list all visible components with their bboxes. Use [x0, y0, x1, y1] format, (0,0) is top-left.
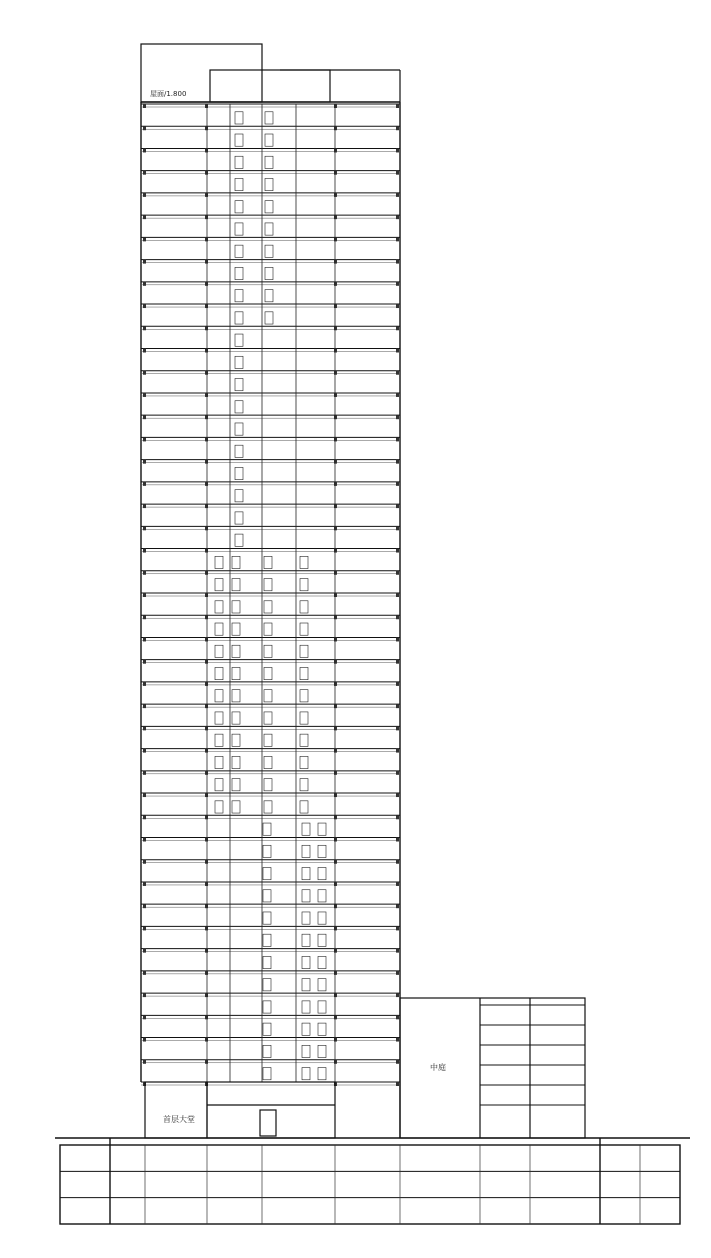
window-mark [215, 712, 223, 724]
window-mark [302, 956, 310, 968]
lobby-block [145, 1082, 335, 1138]
window-mark [263, 1023, 271, 1035]
window-mark [235, 445, 243, 457]
window-mark [232, 712, 240, 724]
window-mark [235, 312, 243, 324]
column-tick [205, 793, 208, 797]
window-mark [215, 601, 223, 613]
column-tick [334, 148, 337, 152]
column-tick [396, 1082, 399, 1086]
column-tick [143, 371, 146, 375]
window-mark [235, 512, 243, 524]
window-mark [264, 756, 272, 768]
column-tick [205, 437, 208, 441]
column-tick [396, 282, 399, 286]
column-tick [205, 726, 208, 730]
window-mark [235, 467, 243, 479]
column-tick [205, 904, 208, 908]
column-tick [143, 815, 146, 819]
column-tick [334, 949, 337, 953]
window-mark [265, 312, 273, 324]
window-mark [235, 490, 243, 502]
column-tick [334, 104, 337, 108]
column-tick [205, 704, 208, 708]
window-mark [300, 801, 308, 813]
column-tick [205, 882, 208, 886]
window-mark [302, 934, 310, 946]
column-tick [143, 460, 146, 464]
window-mark [232, 579, 240, 591]
column-tick [205, 393, 208, 397]
column-tick [143, 148, 146, 152]
window-mark [235, 134, 243, 146]
column-tick [205, 326, 208, 330]
window-mark [318, 1068, 326, 1080]
column-tick [143, 437, 146, 441]
window-mark [264, 645, 272, 657]
column-tick [143, 304, 146, 308]
column-tick [396, 415, 399, 419]
window-mark [264, 623, 272, 635]
column-tick [334, 304, 337, 308]
column-tick [396, 571, 399, 575]
window-mark [264, 779, 272, 791]
column-tick [334, 349, 337, 353]
column-tick [334, 437, 337, 441]
column-tick [396, 682, 399, 686]
window-mark [302, 1001, 310, 1013]
column-tick [334, 1060, 337, 1064]
column-tick [205, 260, 208, 264]
window-mark [235, 156, 243, 168]
column-tick [205, 682, 208, 686]
column-tick [205, 749, 208, 753]
column-tick [205, 838, 208, 842]
column-tick [396, 593, 399, 597]
column-tick [143, 682, 146, 686]
column-tick [205, 371, 208, 375]
column-tick [334, 704, 337, 708]
column-tick [334, 126, 337, 130]
column-tick [396, 1038, 399, 1042]
window-mark [265, 245, 273, 257]
window-mark [215, 556, 223, 568]
column-tick [143, 660, 146, 664]
window-mark [265, 178, 273, 190]
window-mark [265, 267, 273, 279]
column-tick [396, 393, 399, 397]
window-mark [265, 223, 273, 235]
column-tick [205, 282, 208, 286]
column-tick [334, 215, 337, 219]
window-mark [318, 823, 326, 835]
window-mark [232, 801, 240, 813]
window-mark [215, 779, 223, 791]
column-tick [205, 637, 208, 641]
window-mark [235, 534, 243, 546]
window-mark [235, 401, 243, 413]
column-tick [396, 882, 399, 886]
window-mark [263, 934, 271, 946]
window-mark [302, 845, 310, 857]
window-mark [265, 201, 273, 213]
column-tick [396, 193, 399, 197]
column-tick [396, 482, 399, 486]
window-mark [318, 979, 326, 991]
window-mark [264, 734, 272, 746]
column-tick [205, 349, 208, 353]
column-tick [205, 1015, 208, 1019]
column-tick [205, 304, 208, 308]
window-mark [235, 423, 243, 435]
column-tick [396, 615, 399, 619]
column-tick [143, 949, 146, 953]
window-mark [235, 178, 243, 190]
window-mark [235, 112, 243, 124]
podium-block [55, 1138, 690, 1224]
column-tick [396, 637, 399, 641]
window-mark [302, 1068, 310, 1080]
column-tick [205, 993, 208, 997]
column-tick [143, 1060, 146, 1064]
column-tick [396, 260, 399, 264]
column-tick [334, 904, 337, 908]
window-mark [318, 912, 326, 924]
column-tick [334, 860, 337, 864]
column-tick [334, 1038, 337, 1042]
window-mark [232, 779, 240, 791]
column-tick [143, 571, 146, 575]
window-mark [263, 1045, 271, 1057]
courtyard-label: 中庭 [430, 1063, 446, 1072]
column-tick [205, 148, 208, 152]
column-tick [143, 549, 146, 553]
column-tick [143, 838, 146, 842]
column-tick [205, 926, 208, 930]
lobby-label: 首层大堂 [163, 1115, 195, 1124]
window-mark [318, 1001, 326, 1013]
window-mark [300, 623, 308, 635]
column-tick [143, 615, 146, 619]
column-tick [205, 771, 208, 775]
column-tick [396, 926, 399, 930]
column-tick [396, 904, 399, 908]
column-tick [334, 504, 337, 508]
column-tick [143, 237, 146, 241]
top-level-label: 屋面/1.800 [150, 90, 187, 98]
column-tick [143, 749, 146, 753]
column-tick [334, 482, 337, 486]
column-tick [396, 660, 399, 664]
column-tick [205, 571, 208, 575]
window-mark [264, 801, 272, 813]
column-tick [334, 1015, 337, 1019]
column-tick [143, 637, 146, 641]
column-tick [143, 971, 146, 975]
column-tick [334, 393, 337, 397]
column-tick [334, 993, 337, 997]
window-mark [302, 1045, 310, 1057]
window-mark [232, 734, 240, 746]
window-mark [235, 245, 243, 257]
window-mark [235, 356, 243, 368]
window-mark [235, 379, 243, 391]
column-tick [143, 1015, 146, 1019]
column-tick [396, 749, 399, 753]
window-mark [300, 556, 308, 568]
column-tick [334, 549, 337, 553]
column-tick [334, 882, 337, 886]
window-mark [265, 156, 273, 168]
window-mark [263, 1001, 271, 1013]
column-tick [205, 126, 208, 130]
column-tick [334, 260, 337, 264]
column-tick [143, 215, 146, 219]
window-mark [215, 667, 223, 679]
column-tick [143, 771, 146, 775]
window-mark [232, 645, 240, 657]
column-tick [334, 193, 337, 197]
column-tick [334, 726, 337, 730]
column-tick [396, 104, 399, 108]
window-mark [235, 267, 243, 279]
window-mark [302, 868, 310, 880]
column-tick [143, 282, 146, 286]
window-mark [264, 712, 272, 724]
column-tick [143, 904, 146, 908]
column-tick [143, 860, 146, 864]
column-tick [143, 349, 146, 353]
column-tick [334, 415, 337, 419]
window-mark [215, 579, 223, 591]
column-tick [396, 171, 399, 175]
column-tick [396, 949, 399, 953]
window-mark [235, 201, 243, 213]
window-mark [235, 334, 243, 346]
window-mark [264, 667, 272, 679]
window-mark [300, 645, 308, 657]
window-mark [318, 1023, 326, 1035]
window-mark [232, 690, 240, 702]
column-tick [143, 126, 146, 130]
column-tick [143, 482, 146, 486]
window-mark [263, 823, 271, 835]
column-tick [396, 437, 399, 441]
window-mark [264, 556, 272, 568]
column-tick [396, 815, 399, 819]
column-tick [143, 104, 146, 108]
column-tick [334, 637, 337, 641]
column-tick [143, 504, 146, 508]
column-tick [205, 237, 208, 241]
window-mark [235, 223, 243, 235]
column-tick [396, 771, 399, 775]
column-tick [205, 460, 208, 464]
column-tick [396, 993, 399, 997]
column-tick [205, 1060, 208, 1064]
column-tick [334, 171, 337, 175]
window-mark [302, 823, 310, 835]
column-tick [334, 571, 337, 575]
column-tick [143, 704, 146, 708]
column-tick [205, 526, 208, 530]
column-tick [396, 460, 399, 464]
column-tick [143, 326, 146, 330]
column-tick [396, 215, 399, 219]
column-tick [205, 815, 208, 819]
window-mark [318, 956, 326, 968]
column-tick [205, 482, 208, 486]
column-tick [396, 549, 399, 553]
window-mark [215, 801, 223, 813]
window-mark [215, 645, 223, 657]
column-tick [334, 526, 337, 530]
column-tick [205, 593, 208, 597]
column-tick [205, 971, 208, 975]
window-mark [235, 290, 243, 302]
column-tick [143, 526, 146, 530]
column-tick [143, 1038, 146, 1042]
column-tick [143, 882, 146, 886]
window-mark [318, 890, 326, 902]
column-tick [334, 593, 337, 597]
column-tick [396, 1015, 399, 1019]
column-tick [205, 860, 208, 864]
column-tick [334, 460, 337, 464]
window-mark [215, 756, 223, 768]
window-mark [232, 556, 240, 568]
column-tick [396, 349, 399, 353]
window-mark [264, 690, 272, 702]
column-tick [205, 660, 208, 664]
window-mark [302, 979, 310, 991]
column-tick [334, 371, 337, 375]
window-mark [265, 112, 273, 124]
window-mark [302, 912, 310, 924]
column-tick [396, 371, 399, 375]
window-mark [265, 290, 273, 302]
window-mark [300, 756, 308, 768]
column-tick [205, 415, 208, 419]
column-tick [334, 926, 337, 930]
column-tick [205, 615, 208, 619]
column-tick [205, 104, 208, 108]
column-tick [143, 393, 146, 397]
column-tick [396, 526, 399, 530]
column-tick [334, 749, 337, 753]
window-mark [263, 956, 271, 968]
column-tick [143, 926, 146, 930]
window-mark [232, 667, 240, 679]
window-mark [300, 779, 308, 791]
window-mark [318, 868, 326, 880]
column-tick [334, 660, 337, 664]
window-mark [263, 979, 271, 991]
window-mark [318, 1045, 326, 1057]
window-mark [300, 601, 308, 613]
column-tick [334, 615, 337, 619]
window-mark [263, 845, 271, 857]
window-mark [300, 712, 308, 724]
window-mark [263, 868, 271, 880]
window-mark [318, 845, 326, 857]
column-tick [396, 148, 399, 152]
window-mark [263, 890, 271, 902]
column-tick [205, 193, 208, 197]
column-tick [334, 793, 337, 797]
column-tick [143, 593, 146, 597]
column-tick [334, 971, 337, 975]
column-tick [205, 549, 208, 553]
window-mark [302, 890, 310, 902]
window-mark [318, 934, 326, 946]
column-tick [143, 993, 146, 997]
column-tick [143, 726, 146, 730]
window-mark [300, 690, 308, 702]
column-tick [334, 682, 337, 686]
column-tick [396, 726, 399, 730]
column-tick [205, 949, 208, 953]
annex-block [400, 998, 585, 1138]
column-tick [396, 237, 399, 241]
column-tick [334, 838, 337, 842]
column-tick [205, 1038, 208, 1042]
column-tick [396, 860, 399, 864]
column-tick [396, 793, 399, 797]
column-tick [396, 838, 399, 842]
window-mark [215, 690, 223, 702]
column-tick [396, 971, 399, 975]
column-tick [396, 704, 399, 708]
column-tick [143, 171, 146, 175]
column-tick [143, 193, 146, 197]
column-tick [143, 793, 146, 797]
window-mark [300, 667, 308, 679]
column-tick [396, 1060, 399, 1064]
window-mark [215, 623, 223, 635]
window-mark [232, 601, 240, 613]
column-tick [396, 326, 399, 330]
column-tick [334, 237, 337, 241]
column-tick [143, 260, 146, 264]
column-tick [334, 815, 337, 819]
window-mark [232, 623, 240, 635]
window-mark [215, 734, 223, 746]
window-mark [300, 734, 308, 746]
column-tick [334, 326, 337, 330]
window-mark [264, 601, 272, 613]
window-mark [263, 912, 271, 924]
column-tick [205, 171, 208, 175]
window-mark [263, 1068, 271, 1080]
window-mark [302, 1023, 310, 1035]
window-mark [232, 756, 240, 768]
window-mark [264, 579, 272, 591]
column-tick [334, 282, 337, 286]
column-tick [396, 504, 399, 508]
column-tick [396, 304, 399, 308]
column-tick [396, 126, 399, 130]
column-tick [205, 215, 208, 219]
window-mark [265, 134, 273, 146]
tower-floor-lines [141, 104, 400, 1086]
window-mark [300, 579, 308, 591]
column-tick [205, 504, 208, 508]
column-tick [143, 415, 146, 419]
column-tick [334, 771, 337, 775]
